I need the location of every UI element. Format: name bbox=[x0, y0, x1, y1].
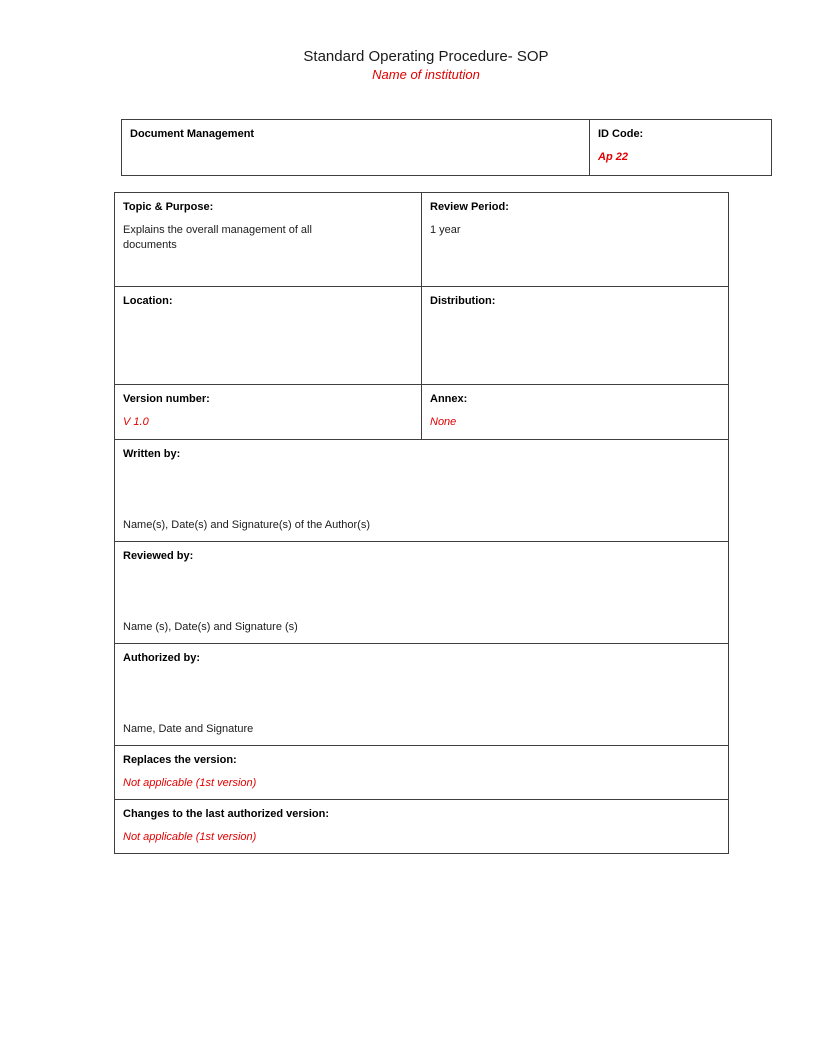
topic-purpose-cell bbox=[115, 193, 422, 287]
table-row bbox=[122, 120, 772, 176]
replaces-version-value: Not applicable (1st version) bbox=[123, 777, 257, 789]
id-code-value: Ap 22 bbox=[598, 151, 628, 163]
document-heading bbox=[118, 0, 734, 83]
location-cell bbox=[115, 287, 422, 385]
id-code-label: ID Code: bbox=[598, 128, 644, 140]
review-period-value: 1 year bbox=[430, 224, 461, 236]
authorized-by-label: Authorized by: bbox=[123, 652, 200, 664]
table-row bbox=[115, 385, 729, 440]
id-code-cell bbox=[590, 120, 772, 176]
version-number-cell bbox=[115, 385, 422, 440]
authorized-by-cell bbox=[115, 644, 729, 746]
version-number-value: V 1.0 bbox=[123, 416, 149, 428]
changes-last-authorized-label: Changes to the last authorized version: bbox=[123, 808, 329, 820]
header-table bbox=[121, 119, 772, 176]
institution-name: Name of institution bbox=[372, 67, 480, 82]
review-period-cell bbox=[422, 193, 729, 287]
table-row bbox=[115, 644, 729, 746]
annex-cell bbox=[422, 385, 729, 440]
annex-value: None bbox=[430, 416, 457, 428]
table-row bbox=[115, 800, 729, 854]
reviewed-by-label: Reviewed by: bbox=[123, 550, 194, 562]
table-row bbox=[115, 287, 729, 385]
replaces-version-label: Replaces the version: bbox=[123, 754, 237, 766]
changes-last-authorized-value: Not applicable (1st version) bbox=[123, 831, 257, 843]
written-by-content bbox=[123, 447, 720, 532]
reviewed-by-cell bbox=[115, 542, 729, 644]
topic-purpose-value: Explains the overall management of all documents bbox=[123, 224, 312, 251]
written-by-label: Written by: bbox=[123, 448, 181, 460]
distribution-cell bbox=[422, 287, 729, 385]
version-number-label: Version number: bbox=[123, 393, 210, 405]
changes-last-authorized-cell bbox=[115, 800, 729, 854]
authorized-by-content bbox=[123, 651, 720, 736]
table-row bbox=[115, 746, 729, 800]
table-row bbox=[115, 193, 729, 287]
replaces-version-cell bbox=[115, 746, 729, 800]
annex-label: Annex: bbox=[430, 393, 468, 405]
page-title: Standard Operating Procedure- SOP bbox=[303, 48, 549, 65]
reviewed-by-caption: Name (s), Date(s) and Signature (s) bbox=[123, 621, 298, 633]
review-period-label: Review Period: bbox=[430, 201, 509, 213]
written-by-caption: Name(s), Date(s) and Signature(s) of the Author(s) bbox=[123, 519, 370, 531]
table-row bbox=[115, 542, 729, 644]
distribution-label: Distribution: bbox=[430, 295, 496, 307]
info-table bbox=[114, 192, 729, 854]
document-name-cell bbox=[122, 120, 590, 176]
topic-purpose-label: Topic & Purpose: bbox=[123, 201, 214, 213]
reviewed-by-content bbox=[123, 549, 720, 634]
written-by-cell bbox=[115, 440, 729, 542]
table-row bbox=[115, 440, 729, 542]
location-label: Location: bbox=[123, 295, 173, 307]
document-name-label: Document Management bbox=[130, 128, 255, 140]
authorized-by-caption: Name, Date and Signature bbox=[123, 723, 254, 735]
